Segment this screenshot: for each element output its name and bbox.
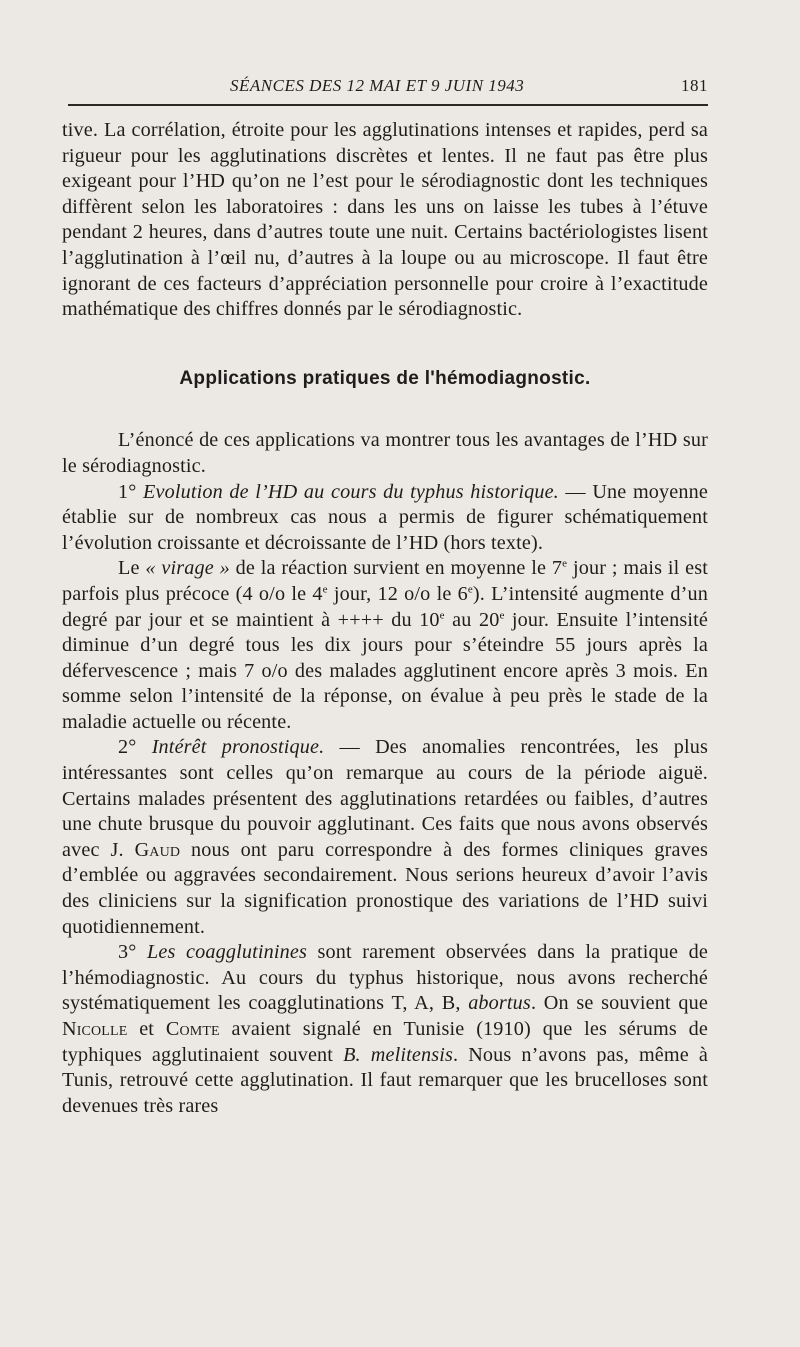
superscript: e bbox=[322, 583, 328, 596]
text-run: nous ont paru correspondre à des formes cliniques graves d’emblée ou aggravées secondairement. Nous serions heureux d’avoir l’avis des cliniciens sur la signification pronostique des variations de l’HD suivi quotidiennement. bbox=[62, 838, 709, 938]
item-3-number: 3° bbox=[118, 941, 137, 964]
text-run: jour ; mais il est parfois plus précoce (4 o/o le 4 bbox=[62, 557, 708, 605]
page bbox=[62, 70, 708, 1119]
item-1-number: 1° bbox=[118, 480, 137, 503]
text-run: . On se souvient que bbox=[530, 992, 709, 1015]
page-number: 181 bbox=[681, 76, 708, 95]
item-3 bbox=[62, 940, 708, 1119]
text-run: jour, 12 o/o le 6 bbox=[327, 582, 468, 605]
text-run: et bbox=[127, 1018, 166, 1040]
running-header bbox=[62, 70, 708, 100]
text-run: au 20 bbox=[444, 608, 500, 631]
virage-term: « virage » bbox=[145, 557, 230, 580]
text-run: ). L’intensité augmente d’un degré par jour et se maintient à ++++ du 10 bbox=[62, 582, 708, 631]
item-2-number: 2° bbox=[118, 736, 137, 759]
paragraph-virage bbox=[62, 556, 708, 735]
superscript: e bbox=[467, 583, 473, 596]
text-run: de la réaction survient en moyenne le 7 bbox=[229, 557, 563, 580]
text-run: jour. Ensuite l’intensité diminue d’un degré tous les dix jours pour s’éteindre 55 jours après la défervescence ; mais 7 o/o des malades agglutinent encore après 3 mois. En somme selon l’intensité de la réponse, on évalue à peu près le stade de la maladie actuelle ou récente. bbox=[62, 608, 708, 733]
body-text bbox=[62, 118, 708, 1119]
item-1 bbox=[62, 480, 708, 557]
header-rule bbox=[68, 104, 708, 106]
section-heading: Applications pratiques de l'hémodiagnostic. bbox=[179, 367, 591, 389]
item-1-text: — Une moyenne établie sur de nombreux cas nous a permis de figurer schématiquement l’évolution croissante et décroissante de l’HD (hors texte). bbox=[62, 480, 708, 554]
species-abortus: abortus bbox=[468, 992, 531, 1015]
text-run: . Nous n’avons pas, même à Tunis, retrouvé cette agglutination. Il faut remarquer que les brucelloses sont devenues très rares bbox=[62, 1043, 708, 1117]
superscript: e bbox=[562, 557, 568, 570]
author-name: Gaud bbox=[134, 838, 181, 861]
superscript: e bbox=[439, 608, 445, 621]
author-name: Comte bbox=[165, 1018, 220, 1040]
text-run: avaient signalé en Tunisie (1910) que les sérums de typhiques agglutinaient souvent bbox=[62, 1018, 709, 1066]
running-title: SÉANCES DES 12 MAI ET 9 JUIN 1943 bbox=[230, 76, 525, 95]
item-2 bbox=[62, 735, 708, 940]
text-run: — Des anomalies rencontrées, les plus intéressantes sont celles qu’on remarque au cours de la période aiguë. Certains malades présentent des agglutinations retardées ou faibles, d’autres une chute brusque du pouvoir agglutinant. Ces faits que nous avons observés avec J. bbox=[62, 736, 708, 861]
paragraph-continuation: tive. La corrélation, étroite pour les agglutinations intenses et rapides, perd sa rigueur pour les agglutinations discrètes et lentes. Il ne faut pas être plus exigeant pour l’HD qu’on ne l’est pour le sérodiagnostic dont les techniques diffèrent selon les laboratoires : dans les uns on laisse les tubes à l’étuve pendant 2 heures, dans d’autres toute une nuit. Certains bactériologistes lisent l’agglutination à l’œil nu, d’autres à la loupe ou au microscope. Il faut être ignorant de ces facteurs d’appréciation personnelle pour croire à l’exactitude mathématique des chiffres donnés par le sérodiagnostic. bbox=[62, 119, 708, 321]
item-2-title: Intérêt pronostique. bbox=[151, 736, 325, 759]
text-run: sont rarement observées dans la pratique de l’hémodiagnostic. Au cours du typhus historique, nous avons recherché systématiquement les coagglutinations T, A, B, bbox=[62, 941, 708, 1015]
text-run: Le bbox=[118, 557, 146, 580]
item-1-title: Evolution de l’HD au cours du typhus historique. bbox=[143, 480, 559, 503]
author-name: Nicolle bbox=[62, 1018, 128, 1040]
superscript: e bbox=[499, 608, 505, 621]
paragraph-intro: L’énoncé de ces applications va montrer tous les avantages de l’HD sur le sérodiagnostic. bbox=[62, 429, 708, 477]
species-melitensis: B. melitensis bbox=[343, 1043, 453, 1066]
item-3-title: Les coagglutinines bbox=[147, 941, 307, 964]
